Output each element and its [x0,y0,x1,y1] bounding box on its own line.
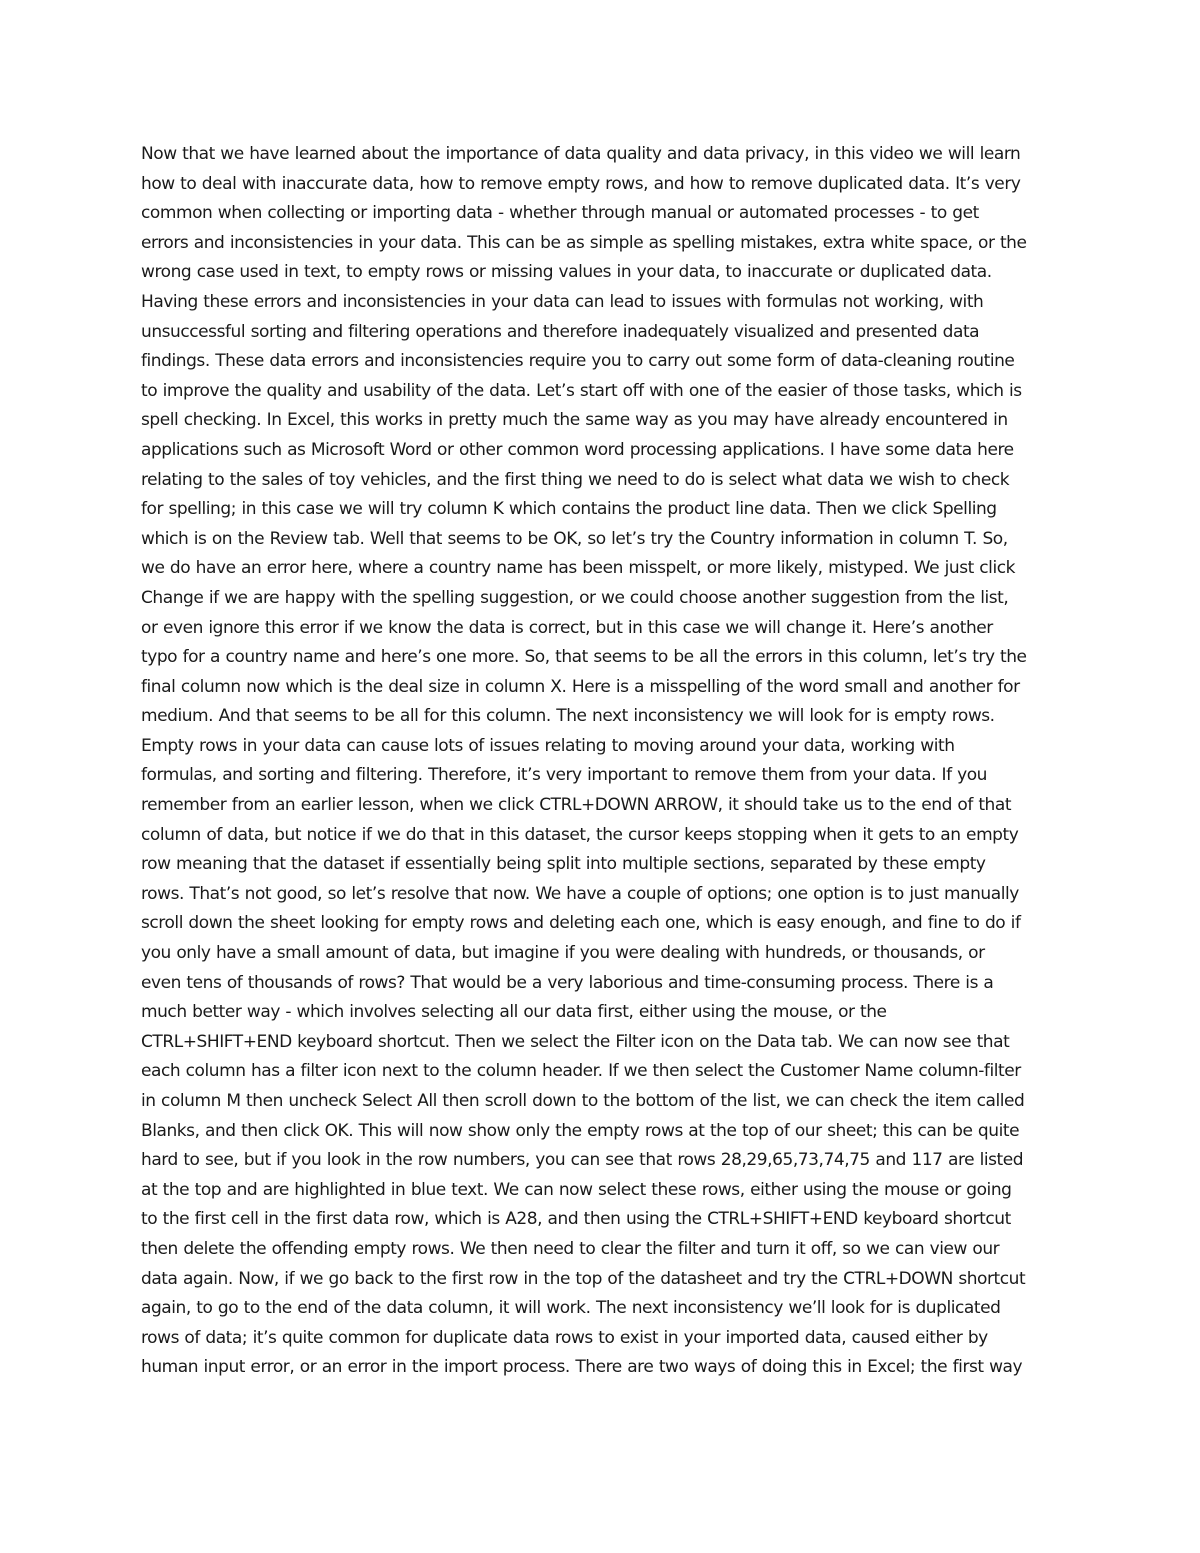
text-line: at the top and are highlighted in blue text. We can now select these rows, either using the mouse or going [141,1179,1012,1200]
text-line: spell checking. In Excel, this works in pretty much the same way as you may have already encountered in [141,410,1008,431]
text-line: then delete the offending empty rows. We then need to clear the filter and turn it off, so we can view our [141,1238,1000,1259]
text-line: for spelling; in this case we will try column K which contains the product line data. Then we click Spelling [141,499,997,520]
text-line: wrong case used in text, to empty rows or missing values in your data, to inaccurate or duplicated data. [141,262,992,283]
text-line: to the first cell in the first data row, which is A28, and then using the CTRL+SHIFT+END keyboard shortcut [141,1209,1011,1230]
text-line: typo for a country name and here’s one more. So, that seems to be all the errors in this column, let’s try the [141,647,1027,668]
text-line: Now that we have learned about the importance of data quality and data privacy, in this video we will learn [141,144,1021,164]
text-line: Empty rows in your data can cause lots of issues relating to moving around your data, working with [141,735,955,756]
text-line: column of data, but notice if we do that in this dataset, the cursor keeps stopping when it gets to an empty [141,824,1019,845]
text-line: which is on the Review tab. Well that seems to be OK, so let’s try the Country information in column T. So, [141,528,1008,549]
text-line: Blanks, and then click OK. This will now show only the empty rows at the top of our sheet; this can be quite [141,1120,1020,1141]
text-line: each column has a filter icon next to the column header. If we then select the Customer Name column-filter [141,1061,1021,1082]
text-line: scroll down the sheet looking for empty rows and deleting each one, which is easy enough, and fine to do if [141,913,1021,934]
text-line: how to deal with inaccurate data, how to remove empty rows, and how to remove duplicated data. It’s very [141,173,1021,194]
text-line: we do have an error here, where a country name has been misspelt, or more likely, mistyped. We just click [141,558,1016,579]
text-line: rows of data; it’s quite common for duplicate data rows to exist in your imported data, caused either by [141,1327,988,1348]
text-line: even tens of thousands of rows? That would be a very laborious and time-consuming process. There is a [141,972,994,993]
text-line: remember from an earlier lesson, when we click CTRL+DOWN ARROW, it should take us to the end of that [141,795,1012,816]
text-line: again, to go to the end of the data column, it will work. The next inconsistency we’ll look for is duplicated [141,1298,1001,1319]
text-line: or even ignore this error if we know the data is correct, but in this case we will change it. Here’s another [141,617,993,638]
transcript-paragraph [141,140,1071,1383]
text-line: Having these errors and inconsistencies in your data can lead to issues with formulas not working, with [141,291,984,312]
text-line: medium. And that seems to be all for this column. The next inconsistency we will look for is empty rows. [141,706,995,727]
text-line: hard to see, but if you look in the row numbers, you can see that rows 28,29,65,73,74,75 and 117 are listed [141,1150,1024,1171]
text-line: human input error, or an error in the import process. There are two ways of doing this in Excel; the first way [141,1357,1023,1378]
text-line: row meaning that the dataset if essentially being split into multiple sections, separated by these empty [141,854,986,875]
text-line: unsuccessful sorting and filtering operations and therefore inadequately visualized and presented data [141,321,980,342]
text-line: applications such as Microsoft Word or other common word processing applications. I have some data here [141,439,1014,460]
text-line: findings. These data errors and inconsistencies require you to carry out some form of data-cleaning routine [141,351,1015,372]
text-line: final column now which is the deal size in column X. Here is a misspelling of the word small and another for [141,676,1020,697]
text-line: you only have a small amount of data, but imagine if you were dealing with hundreds, or thousands, or [141,943,985,964]
text-line: to improve the quality and usability of the data. Let’s start off with one of the easier of those tasks, which is [141,380,1022,401]
text-line: data again. Now, if we go back to the first row in the top of the datasheet and try the CTRL+DOWN shortcut [141,1268,1026,1289]
text-line: formulas, and sorting and filtering. Therefore, it’s very important to remove them from your data. If you [141,765,987,786]
text-line: rows. That’s not good, so let’s resolve that now. We have a couple of options; one option is to just manually [141,883,1019,904]
text-line: in column M then uncheck Select All then scroll down to the bottom of the list, we can check the item called [141,1091,1025,1111]
text-line: common when collecting or importing data - whether through manual or automated processes - to get [141,203,979,224]
text-line: CTRL+SHIFT+END keyboard shortcut. Then we select the Filter icon on the Data tab. We can now see that [141,1031,1010,1052]
text-line: relating to the sales of toy vehicles, and the first thing we need to do is select what data we wish to check [141,469,1010,490]
text-line: much better way - which involves selecting all our data first, either using the mouse, or the [141,1002,887,1023]
text-line: errors and inconsistencies in your data. This can be as simple as spelling mistakes, extra white space, or the [141,232,1027,253]
text-line: Change if we are happy with the spelling suggestion, or we could choose another suggestion from the list, [141,587,1009,608]
